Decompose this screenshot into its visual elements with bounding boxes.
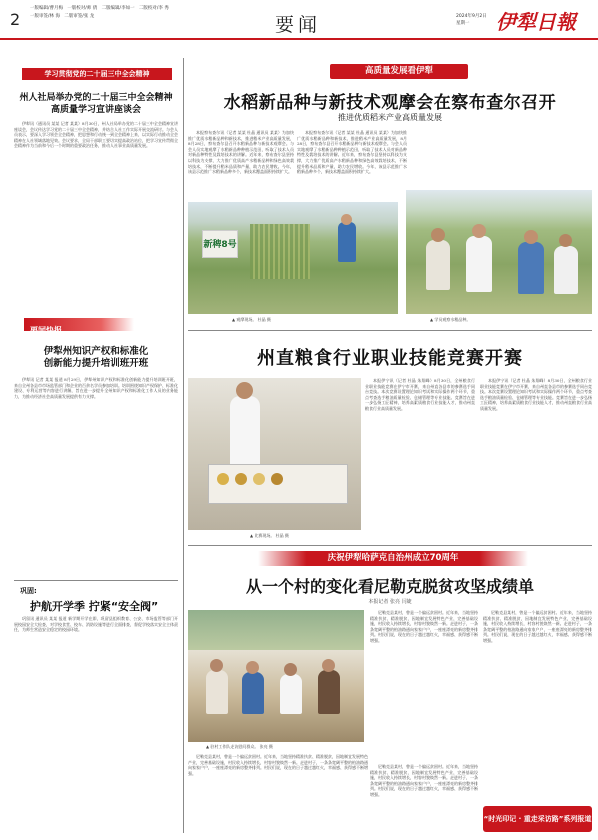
- trees: [188, 610, 364, 650]
- section-title: 要闻: [275, 14, 322, 36]
- editor-credit: 一版编辑/曹月梅: [30, 6, 64, 11]
- person-head: [246, 661, 259, 674]
- village-body-col1: 尼勒克县某村，曾是一个偏远贫困村。近年来，当地坚持精准扶贫、精准脱贫，因地制宜发展特色产业，完善基础设施，村民收入持续增长，村容村貌焕然一新。走进村子，一条条宽阔平整的柏油路通向家家户户，一座座漂亮的新房整齐排列。村民们说，现在的日子越过越红火，幸福感、获得感不断增强。: [188, 754, 368, 776]
- tag-news-flash: 要闻快报: [24, 318, 134, 331]
- newspaper-logo: 伊犁日報: [496, 10, 576, 34]
- tag-high-quality: 高质量发展看伊犁: [330, 64, 468, 79]
- person-head: [236, 382, 253, 399]
- person: [230, 396, 260, 466]
- tag-70th-anniversary: 庆祝伊犁哈萨克自治州成立70周年: [258, 551, 528, 566]
- editor-credit: 二版校对/李 秀: [138, 6, 169, 11]
- divider: [14, 580, 178, 581]
- grain-sample: [253, 473, 265, 485]
- editor-credit: 二版编辑/李如一: [101, 6, 135, 11]
- person-head: [284, 663, 297, 676]
- grain-sample: [235, 473, 247, 485]
- grain-sample: [271, 473, 283, 485]
- divider: [188, 330, 592, 331]
- test-table: [208, 464, 348, 504]
- person-head: [431, 228, 445, 242]
- page-number: 2: [10, 10, 21, 29]
- person: [518, 242, 544, 294]
- rice-field-photo: [188, 202, 398, 314]
- village-headline: 从一个村的变化看尼勒克脱贫攻坚成绩单: [245, 577, 534, 596]
- rice-body-col2: 本报察布查尔讯（记者 某某 杜晶 通讯员 某某）为加快推广优质水稻新品种和新技术，推进稻米产业高质量发展，8月28日，察布查尔县召开水稻新品种与新技术观摩会。与会人员实地观摩了水稻新品种种植示范田，听取了技术人员对新品种特性及栽培技术的讲解。近年来，察布查尔县坚持以科技为支撑，大力推广优质高产水稻新品种和绿色高效栽培技术，不断提升稻米品质和产量，助力农民增收。今年，该县示范推广水稻新品种多个，新技术覆盖面积持续扩大。: [297, 130, 407, 175]
- story2-body: 伊犁讯 记者 某某 报道 8月29日，伊犁州知识产权和标准化创新能力提升培训班开班，来自全州各县市市场监管部门和企业的百余名学员参加培训。培训围绕知识产权保护、标准化建设、专利运营等内容进行讲解，旨在进一步提升全州知识产权和标准化工作人员的业务能力，为推动经济社会高质量发展提供有力支撑。: [14, 377, 178, 399]
- tag-study: 学习贯彻党的二十届三中全会精神: [22, 68, 172, 80]
- series-tag: “时光印记 · 重走采访路”系列报道: [483, 806, 592, 832]
- rice-plants: [250, 224, 310, 279]
- grain-caption: ▲ 比赛现场。 杜晶 摄: [250, 533, 289, 538]
- grain-body-col2: 本报伊宁讯（记者 杜晶 朱翔峰）8月30日，全州粮食行业职业技能竞赛在伊宁市开赛，来自州直各县市的参赛选手同台竞技。本次竞赛设置理论知识考试和实际操作两个环节，重点考查选手粮油质量检验、仓储管理等专业技能。竞赛旨在进一步弘扬工匠精神，培养高素质粮食行业技能人才，推动州直粮食行业高质量发展。: [365, 378, 475, 411]
- rice-caption-left: ▲ 观摩现场。 杜晶 摄: [232, 317, 271, 322]
- person: [554, 246, 578, 294]
- grain-competition-photo: [188, 378, 361, 530]
- divider: [188, 545, 592, 546]
- grain-body-col3: 本报伊宁讯（记者 杜晶 朱翔峰）8月30日，全州粮食行业职业技能竞赛在伊宁市开赛，来自州直各县市的参赛选手同台竞技。本次竞赛设置理论知识考试和实际操作两个环节，重点考查选手粮油质量检验、仓储管理等专业技能。竞赛旨在进一步弘扬工匠精神，培养高素质粮食行业技能人才，推动州直粮食行业高质量发展。: [480, 378, 592, 411]
- editor-credits: [30, 5, 270, 21]
- grain-headline: 州直粮食行业职业技能竞赛开赛: [257, 348, 523, 369]
- editor-credit: 一版审签/林 海: [30, 14, 60, 19]
- village-caption: ▲ 驻村工作队走访慰问群众。 张亮 摄: [206, 744, 273, 749]
- person: [206, 670, 228, 714]
- person-head: [210, 659, 223, 672]
- person-head: [341, 214, 352, 225]
- rice-observe-photo: [406, 190, 592, 314]
- grain-sample: [217, 473, 229, 485]
- story3-body: 巩留讯 通讯员 某某 报道 新学期开学在即，巩留县组织教育、公安、市场监管等部门开展校园安全大检查，对学校食堂、校车、消防设施等进行全面排查，督促学校落实安全主体责任，为师生营造安全稳定的校园环境。: [14, 616, 178, 633]
- person: [426, 240, 450, 290]
- story3-kicker: 巩固:: [20, 587, 37, 595]
- village-body-col2b: 尼勒克县某村，曾是一个偏远贫困村。近年来，当地坚持精准扶贫、精准脱贫，因地制宜发展特色产业，完善基础设施，村民收入持续增长，村容村貌焕然一新。走进村子，一条条宽阔平整的柏油路通向家家户户，一座座漂亮的新房整齐排列。村民们说，现在的日子越过越红火，幸福感、获得感不断增强。: [370, 764, 478, 797]
- person-head: [524, 230, 538, 244]
- editor-credit: 一版校对/师 倩: [67, 6, 98, 11]
- person: [338, 222, 356, 262]
- person-head: [472, 224, 486, 238]
- story1-headline: 州人社局举办党的二十届三中全会精神 高质量学习宣讲座谈会: [19, 93, 173, 115]
- village-body-col2: 尼勒克县某村，曾是一个偏远贫困村。近年来，当地坚持精准扶贫、精准脱贫，因地制宜发展特色产业，完善基础设施，村民收入持续增长，村容村貌焕然一新。走进村子，一条条宽阔平整的柏油路通向家家户户，一座座漂亮的新房整齐排列。村民们说，现在的日子越过越红火，幸福感、获得感不断增强。: [370, 610, 478, 643]
- village-byline: 本报记者 张亮 闫婕: [368, 599, 412, 605]
- person: [318, 670, 340, 714]
- rice-headline: 水稻新品种与新技术观摩会在察布查尔召开: [223, 93, 557, 113]
- story3-headline: 护航开学季 拧紧“安全阀”: [30, 600, 159, 613]
- person-head: [322, 659, 335, 672]
- column-divider: [183, 58, 184, 833]
- editor-credit: 二版审签/张 龙: [64, 14, 95, 19]
- rice-body-col1: 本报察布查尔讯（记者 某某 杜晶 通讯员 某某）为加快推广优质水稻新品种和新技术，推进稻米产业高质量发展，8月28日，察布查尔县召开水稻新品种与新技术观摩会。与会人员实地观摩了水稻新品种种植示范田，听取了技术人员对新品种特性及栽培技术的讲解。近年来，察布查尔县坚持以科技为支撑，大力推广优质高产水稻新品种和绿色高效栽培技术，不断提升稻米品质和产量，助力农民增收。今年，该县示范推广水稻新品种多个，新技术覆盖面积持续扩大。: [188, 130, 294, 175]
- story2-headline: 伊犁州知识产权和标准化 创新能力提升培训班开班: [43, 346, 149, 369]
- person: [242, 672, 264, 714]
- person: [466, 236, 492, 292]
- village-visit-photo: [188, 610, 364, 742]
- page-header: [0, 0, 598, 40]
- person-head: [559, 234, 572, 247]
- rice-caption-right: ▲ 学员观察水稻品种。: [430, 317, 471, 322]
- field-sign: 新稗8号: [202, 230, 238, 258]
- person: [280, 674, 302, 714]
- rice-subheadline: 推进优质稻米产业高质量发展: [338, 113, 442, 122]
- story1-body: 伊犁讯（通讯员 某某 记者 某某）8月30日，州人社局举办党的二十届三中全会精神宣讲座谈会，会议传达学习党的二十届三中全会精神，并结合人社工作实际开展交流研讨。与会人员表示，要深入学习领会全会精神，把思想和行动统一到全会精神上来，以实际行动推动全会精神在人社领域落地见效。会议要求，全局干部职工要切实提高政治站位，把学习宣传贯彻全会精神作为当前和今后一个时期的重要政治任务，推动人社事业高质量发展。: [14, 121, 178, 149]
- issue-date: 2024年9月2日 星期一: [456, 14, 487, 26]
- village-body-col3: 尼勒克县某村，曾是一个偏远贫困村。近年来，当地坚持精准扶贫、精准脱贫，因地制宜发展特色产业，完善基础设施，村民收入持续增长，村容村貌焕然一新。走进村子，一条条宽阔平整的柏油路通向家家户户，一座座漂亮的新房整齐排列。村民们说，现在的日子越过越红火，幸福感、获得感不断增强。: [483, 610, 592, 643]
